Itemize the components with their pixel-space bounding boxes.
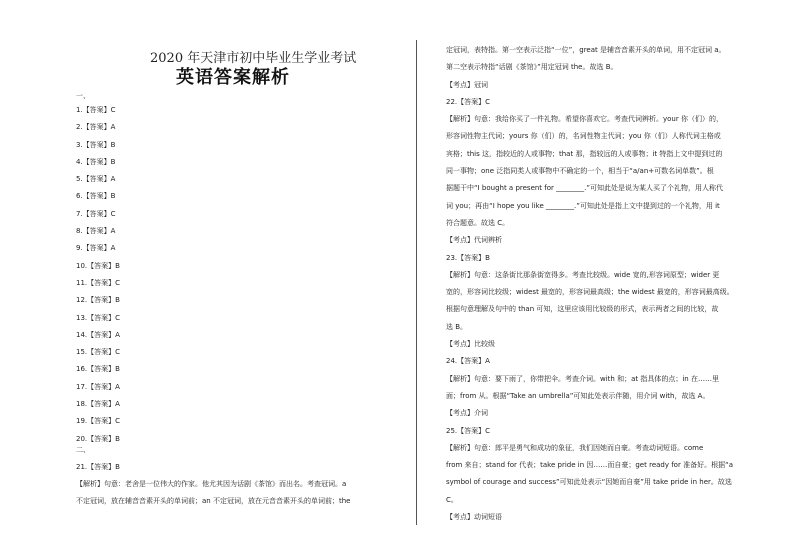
text-line: 25.【答案】C bbox=[446, 426, 491, 435]
answer-line: 12.【答案】B bbox=[76, 296, 120, 305]
answer-line: 8.【答案】A bbox=[76, 227, 116, 236]
answer-21: 21.【答案】B bbox=[76, 463, 120, 471]
text-line: 形容词性物主代词；yours 你（们）的，名词性物主代词；you 你（们）人称代词主格或 bbox=[446, 132, 721, 141]
text-line: 【考点】介词 bbox=[446, 409, 488, 418]
text-line: 【解析】句意：要下雨了，你带把伞。考查介词。with 和；at 指具体的点；in 在……里 bbox=[446, 374, 719, 383]
text-line: 【解析】句意：我给你买了一件礼物。希望你喜欢它。考查代词辨析。your 你（们）的， bbox=[446, 115, 723, 124]
text-line: 第二空表示特指“话剧《茶馆》”用定冠词 the。故选 B。 bbox=[446, 63, 618, 72]
text-line: 宽的，形容词比较级；widest 最宽的，形容词最高级；the widest 最宽的，形容词最高级。 bbox=[446, 288, 734, 297]
page-title: 2020 年天津市初中毕业生学业考试 bbox=[150, 51, 357, 66]
text-line: 面；from 从。根据“Take an umbrella”可知此处表示伴随，用介词 with，故选 A。 bbox=[446, 391, 710, 400]
text-line: 24.【答案】A bbox=[446, 357, 490, 366]
right-column-text bbox=[446, 42, 734, 526]
answer-line: 5.【答案】A bbox=[76, 175, 116, 184]
text-line: 23.【答案】B bbox=[446, 253, 490, 262]
text-line: 选 B。 bbox=[446, 322, 468, 331]
answer-line: 18.【答案】A bbox=[76, 400, 120, 409]
text-line: 根据句意理解及句中的 than 可知，这里应该用比较级的形式，表示两者之间的比较，故 bbox=[446, 305, 719, 314]
answer-line: 1.【答案】C bbox=[76, 106, 116, 114]
text-line: from 来自；stand for 代表；take pride in 因……而自豪；get ready for 准备好。根据“a bbox=[446, 461, 733, 470]
answer-line: 10.【答案】B bbox=[76, 261, 120, 270]
analysis-21 bbox=[76, 476, 350, 511]
answer-line: 3.【答案】B bbox=[76, 140, 116, 149]
answer-line: 11.【答案】C bbox=[76, 278, 121, 287]
answer-line: 9.【答案】A bbox=[76, 244, 116, 253]
text-line: symbol of courage and success”可知此处表示“因她而自豪”用 take pride in her。故选 bbox=[446, 478, 732, 487]
text-line: 【考点】代词辨析 bbox=[446, 236, 502, 245]
text-line: 【考点】比较级 bbox=[446, 340, 495, 349]
analysis-line: 不定冠词，放在辅音音素开头的单词前；an 不定冠词，放在元音音素开头的单词前；the bbox=[76, 497, 351, 506]
answer-line: 7.【答案】C bbox=[76, 209, 116, 218]
section-label-1: 一、 bbox=[76, 92, 90, 100]
section-label-2: 二、 bbox=[76, 446, 90, 454]
analysis-line: 【解析】句意：老舍是一位伟大的作家。他尤其因为话剧《茶馆》而出名。考查冠词。a bbox=[76, 480, 347, 488]
text-line: 同一事物；one 泛指同类人或事物中不确定的一个，相当于“a/an+可数名词单数”。根 bbox=[446, 167, 714, 176]
answer-line: 17.【答案】A bbox=[76, 382, 120, 391]
text-line: 宾格；this 这，指较近的人或事物；that 那，指较远的人或事物；it 特指上文中提到过的 bbox=[446, 149, 723, 158]
page-subtitle: 英语答案解析 bbox=[176, 67, 290, 88]
answer-list-1 bbox=[76, 102, 120, 448]
answer-line: 4.【答案】B bbox=[76, 157, 116, 166]
text-line: 【解析】句意：郎平是勇气和成功的象征，我们因她而自豪。考查动词短语。come bbox=[446, 443, 704, 452]
text-line: 【考点】动词短语 bbox=[446, 513, 502, 522]
column-divider bbox=[416, 40, 417, 525]
answer-line: 2.【答案】A bbox=[76, 123, 116, 132]
answer-line: 14.【答案】A bbox=[76, 330, 120, 339]
answer-line: 15.【答案】C bbox=[76, 348, 121, 357]
answer-line: 6.【答案】B bbox=[76, 192, 116, 201]
text-line: 【考点】冠词 bbox=[446, 80, 488, 89]
text-line: 22.【答案】C bbox=[446, 97, 491, 106]
text-line: 符合题意。故选 C。 bbox=[446, 218, 510, 227]
answer-line: 13.【答案】C bbox=[76, 313, 121, 322]
answer-line: 16.【答案】B bbox=[76, 365, 120, 374]
text-line: C。 bbox=[446, 495, 458, 504]
answer-line: 19.【答案】C bbox=[76, 417, 121, 426]
text-line: 【解析】句意：这条街比那条街宽得多。考查比较级。wide 宽的,形容词原型；wider 更 bbox=[446, 270, 720, 279]
answer-line: 20.【答案】B bbox=[76, 434, 120, 443]
text-line: 定冠词，表特指。第一空表示泛指“一位”，great 是辅音音素开头的单词，用不定冠词 a。 bbox=[446, 46, 726, 54]
text-line: 词 you；再由“I hope you like ________.”可知此处是指上文中提到过的一个礼物，用 it bbox=[446, 201, 720, 210]
text-line: 据题干中“I bought a present for ________.”可知此处是说为某人买了个礼物，用人称代 bbox=[446, 184, 723, 193]
